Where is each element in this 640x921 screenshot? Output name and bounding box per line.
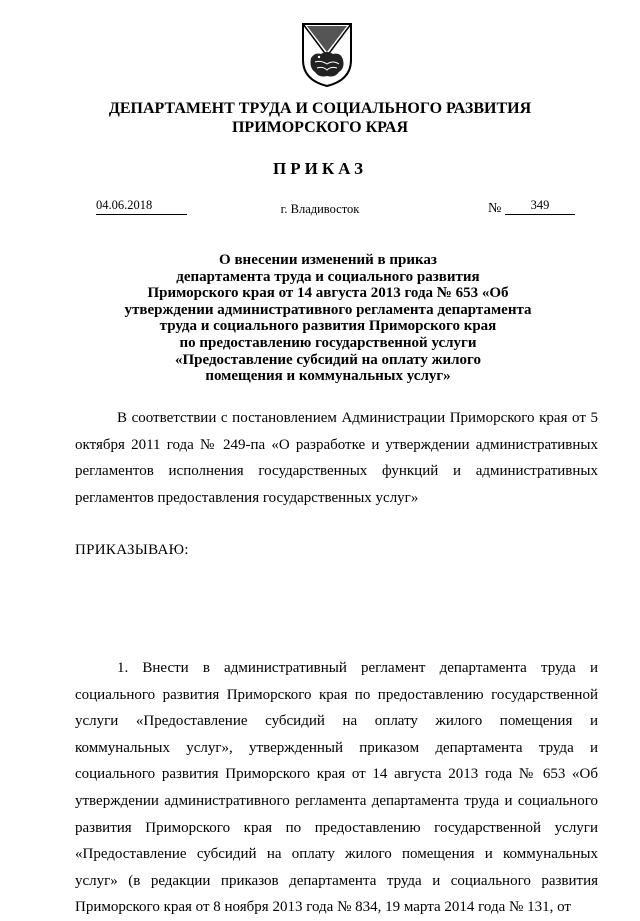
order-word: ПРИКАЗЫВАЮ:	[75, 542, 189, 558]
order-date: 04.06.2018	[96, 198, 187, 215]
department-name	[0, 99, 640, 137]
order-number: 349	[505, 198, 575, 215]
department-line-1: ДЕПАРТАМЕНТ ТРУДА И СОЦИАЛЬНОГО РАЗВИТИЯ	[108, 100, 532, 117]
coat-of-arms-emblem	[301, 22, 353, 88]
subject-line: помещения и коммунальных услуг»	[205, 368, 451, 385]
order-city: г. Владивосток	[280, 202, 360, 216]
order-subject	[120, 252, 536, 385]
subject-line: О внесении изменений в приказ	[219, 252, 437, 268]
department-line-2: ПРИМОРСКОГО КРАЯ	[231, 119, 409, 136]
subject-line: департамента труда и социального развития	[176, 268, 480, 285]
order-number-label: №	[488, 201, 502, 216]
preamble-paragraph: В соответствии с постановлением Администрации Приморского края от 5 октября 2011 года № 249-па «О разработке и утверждении административных регламентов исполнения государственных функций и административных регламентов предоставления государственных услуг»	[75, 410, 598, 506]
order-title: ПРИКАЗ	[273, 159, 367, 178]
subject-line: Приморского края от 14 августа 2013 года № 653 «Об	[147, 285, 509, 302]
subject-line: по предоставлению государственной услуги	[179, 334, 477, 351]
subject-line: утверждении административного регламента департамента	[124, 301, 532, 318]
subject-line: труда и социального развития Приморского края	[159, 318, 497, 335]
item-1-paragraph: 1. Внести в административный регламент департамента труда и социального развития Приморского края по предоставлению государственной услуги «Предоставление субсидий на оплату жилого помещения и коммунальных услуг», утвержденный приказом департамента труда и социального развития Приморского края от 14 августа 2013 года № 653 «Об утверждении административного регламента департамента труда и социального развития Приморского края по предоставлению государственной услуги «Предоставление субсидий на оплату жилого помещения и коммунальных услуг» (в редакции приказов департамента труда и социального развития Приморского края от 8 ноября 2013 года № 834, 19 марта 2014 года № 131, от	[75, 660, 598, 916]
subject-line: «Предоставление субсидий на оплату жилого	[175, 351, 481, 368]
